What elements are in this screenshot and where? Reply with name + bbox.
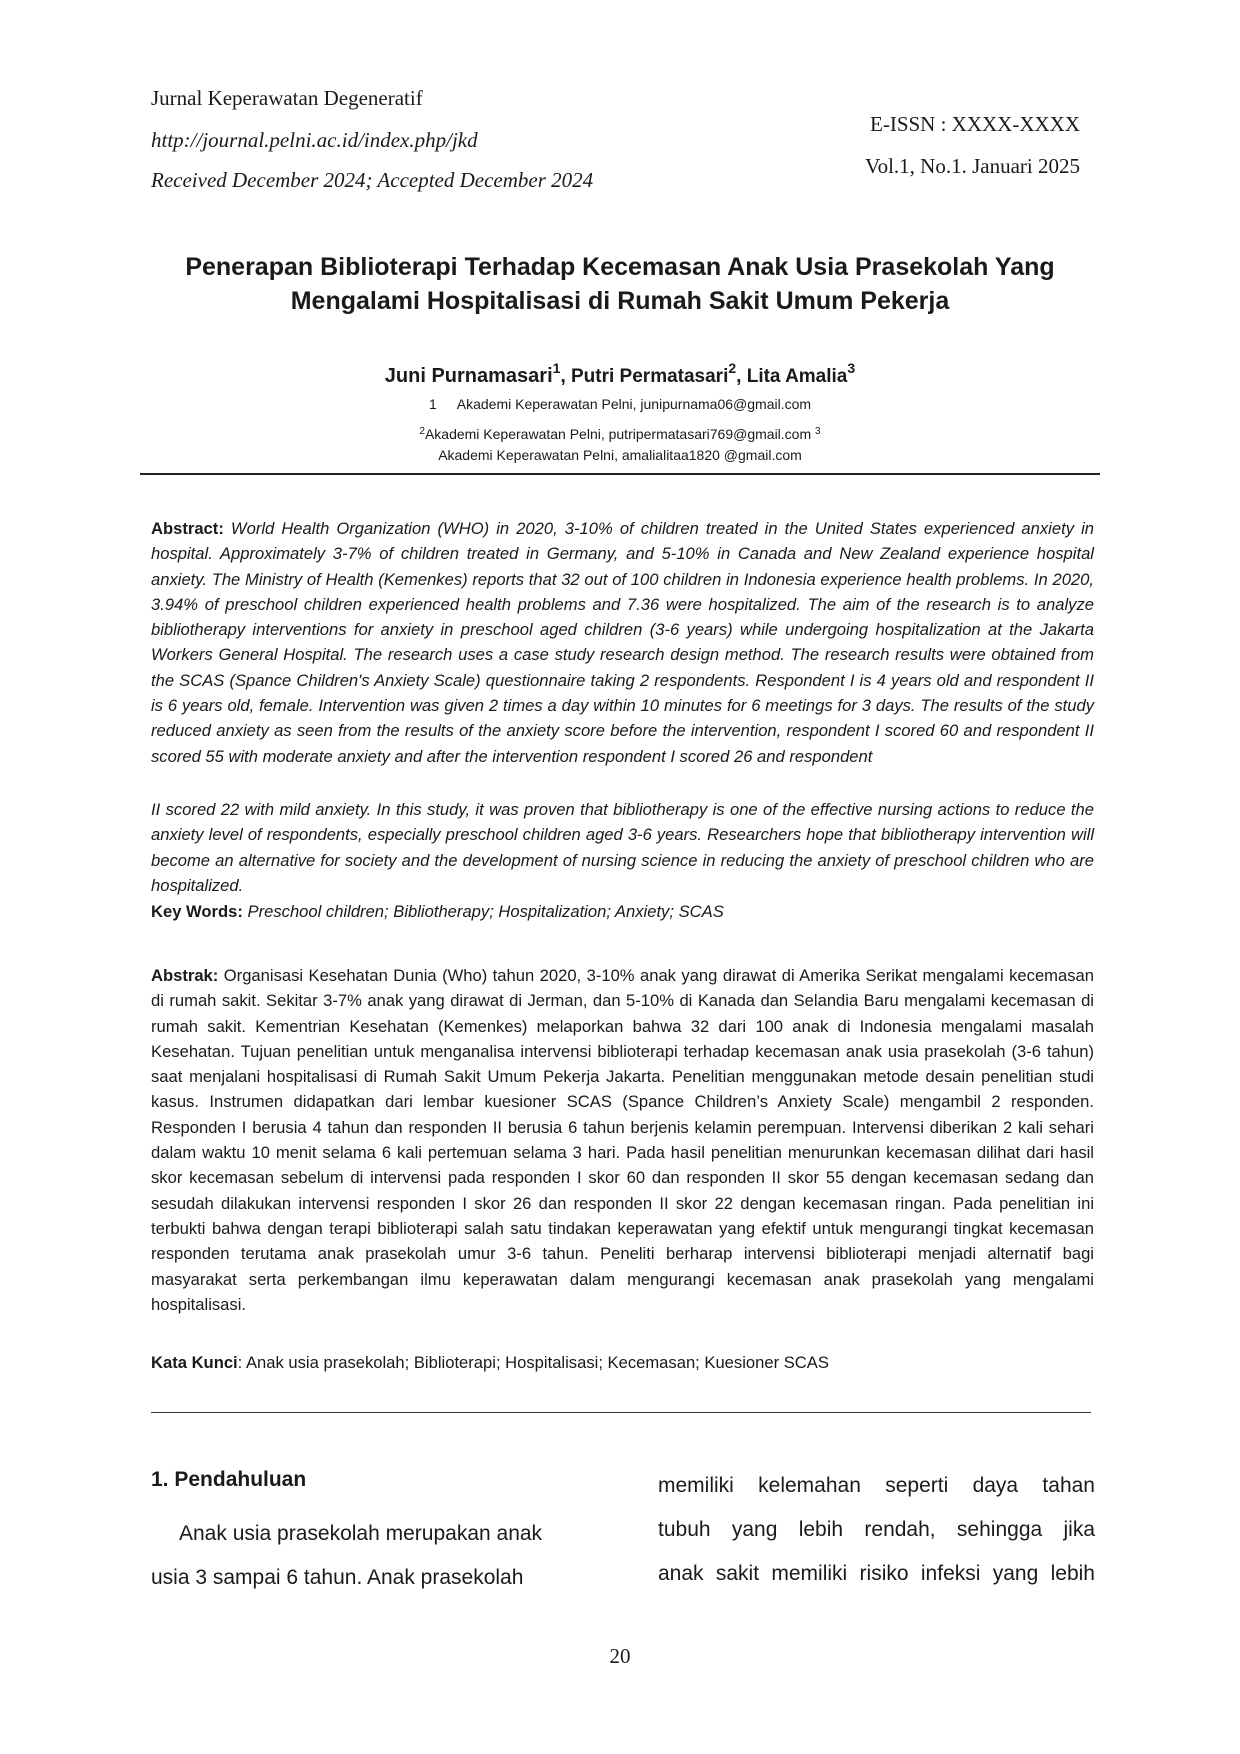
affiliation-text: Akademi Keperawatan Pelni, amalialitaa1820 @gmail.com <box>438 447 802 463</box>
affiliation-number: 1 <box>428 396 437 412</box>
title-line-2: Mengalami Hospitalisasi di Rumah Sakit Umum Pekerja <box>290 287 950 315</box>
keywords-english <box>151 899 1094 924</box>
journal-name: Jurnal Keperawatan Degeneratif <box>151 86 423 110</box>
author-sup: 3 <box>847 360 856 376</box>
affiliation-number: 3 <box>815 426 821 437</box>
body-line: Anak usia prasekolah merupakan anak <box>179 1522 543 1545</box>
received-date: Received December 2024; Accepted December 2024 <box>151 168 594 192</box>
abstract-label: Abstract: <box>151 519 224 538</box>
author-name: Putri Permatasari <box>571 366 729 387</box>
body-line: memiliki kelemahan seperti daya tahan <box>658 1474 1095 1497</box>
section-heading: 1. Pendahuluan <box>151 1468 307 1491</box>
affiliation-number: 2 <box>419 426 425 437</box>
paper-title <box>130 250 1110 318</box>
author-name: Juni Purnamasari <box>384 365 553 387</box>
keywords-label: Key Words: <box>151 902 243 921</box>
affiliation-text: Akademi Keperawatan Pelni, putripermatasari769@gmail.com <box>424 426 812 442</box>
abstract-english-continued <box>151 797 1094 898</box>
kata-kunci-text: : Anak usia prasekolah; Biblioterapi; Hospitalisasi; Kecemasan; Kuesioner SCAS <box>237 1353 829 1372</box>
affiliation-3 <box>130 447 1110 463</box>
page-number: 20 <box>609 1644 631 1668</box>
abstract-text: World Health Organization (WHO) in 2020, 3-10% of children treated in the United States experienced anxiety in hospital. Approximately 3-7% of children treated in Germany, and 5-10% in Canada and New Zealand experience hospital anxiety. The Ministry of Health (Kemenkes) reports that 32 out of 100 children in Indonesia experience health problems. In 2020, 3.94% of preschool children experienced health problems and 7.36 were hospitalized. The aim of the research is to analyze bibliotherapy interventions for anxiety in preschool aged children (3-6 years) while undergoing hospitalization at the Jakarta Workers General Hospital. The research uses a case study research design method. The research results were obtained from the SCAS (Spance Children's Anxiety Scale) questionnaire taking 2 respondents. Respondent I is 4 years old and respondent II is 6 years old, female. Intervention was given 2 times a day within 10 minutes for 6 meetings for 3 days. The results of the study reduced anxiety as seen from the results of the anxiety score before the intervention, respondent I scored 60 and respondent II scored 55 with moderate anxiety and after the intervention respondent I scored 26 and respondent <box>151 519 1094 766</box>
section-separator <box>151 1412 1091 1413</box>
abstract-english <box>151 516 1094 769</box>
author-list: Juni Purnamasari$^1$, Putri Permatasari$^2$, Lita Amalia$^3$ <box>384 360 856 387</box>
journal-url[interactable]: http://journal.pelni.ac.id/index.php/jkd <box>151 128 478 152</box>
affiliation-2 <box>130 426 1110 442</box>
abstrak-label: Abstrak: <box>151 966 219 985</box>
volume-info: Vol.1, No.1. Januari 2025 <box>865 154 1080 178</box>
keywords-indonesian <box>151 1350 1094 1375</box>
header-divider <box>140 473 1100 475</box>
author-sup: 2 <box>728 360 737 376</box>
affiliation-1 <box>130 396 1110 412</box>
title-line-1: Penerapan Biblioterapi Terhadap Kecemasan Anak Usia Prasekolah Yang <box>185 253 1055 281</box>
intro-right-column <box>658 1464 1095 1596</box>
body-line: tubuh yang lebih rendah, sehingga jika <box>658 1518 1095 1541</box>
abstract-indonesian <box>151 963 1094 1317</box>
author-name: Lita Amalia <box>746 366 848 387</box>
body-line: usia 3 sampai 6 tahun. Anak prasekolah <box>151 1566 524 1589</box>
keywords-text: Preschool children; Bibliotherapy; Hospitalization; Anxiety; SCAS <box>247 902 724 921</box>
kata-kunci-label: Kata Kunci <box>151 1353 238 1372</box>
issn: E-ISSN : XXXX-XXXX <box>870 112 1080 136</box>
intro-left-column <box>151 1512 581 1600</box>
abstrak-text: Organisasi Kesehatan Dunia (Who) tahun 2020, 3-10% anak yang dirawat di Amerika Serikat mengalami kecemasan di rumah sakit. Sekitar 3-7% anak yang dirawat di Jerman, dan 5-10% di Kanada dan Selandia Baru mengalami kecemasan di rumah sakit. Kementrian Kesehatan (Kemenkes) melaporkan bahwa 32 dari 100 anak di Indonesia mengalami masalah Kesehatan. Tujuan penelitian untuk menganalisa intervensi biblioterapi terhadap kecemasan anak usia prasekolah (3-6 tahun) saat menjalani hospitalisasi di Rumah Sakit Umum Pekerja Jakarta. Penelitian menggunakan metode desain penelitian studi kasus. Instrumen didapatkan dari lembar kuesioner SCAS (Spance Children’s Anxiety Scale) mengambil 2 responden. Responden I berusia 4 tahun dan responden II berusia 6 tahun berjenis kelamin perempuan. Intervensi diberikan 2 kali sehari dalam waktu 10 menit selama 6 kali pertemuan selama 3 hari. Pada hasil penelitian menurunkan kecemasan dilihat dari hasil skor kecemasan sebelum di intervensi pada responden I skor 60 dan responden II skor 55 dengan kecemasan sedang dan sesudah dilakukan intervensi responden I skor 26 dan responden II skor 22 dengan kecemasan ringan. Pada penelitian ini terbukti bahwa dengan terapi biblioterapi salah satu tindakan keperawatan yang efektif untuk mengurangi tingkat kecemasan responden terutama anak prasekolah umur 3-6 tahun. Peneliti berharap intervensi biblioterapi menjadi alternatif bagi masyarakat serta perkembangan ilmu keperawatan dalam mengurangi kecemasan anak prasekolah yang mengalami hospitalisasi. <box>151 966 1094 1314</box>
abstract-text: II scored 22 with mild anxiety. In this study, it was proven that bibliotherapy is one of the effective nursing actions to reduce the anxiety level of respondents, especially preschool children aged 3-6 years. Researchers hope that bibliotherapy intervention will become an alternative for society and the development of nursing science in reducing the anxiety of preschool children who are hospitalized. <box>151 800 1094 895</box>
author-sup: 1 <box>552 360 561 376</box>
body-line: anak sakit memiliki risiko infeksi yang lebih <box>658 1562 1095 1585</box>
affiliation-text: Akademi Keperawatan Pelni, junipurnama06@gmail.com <box>456 396 812 412</box>
